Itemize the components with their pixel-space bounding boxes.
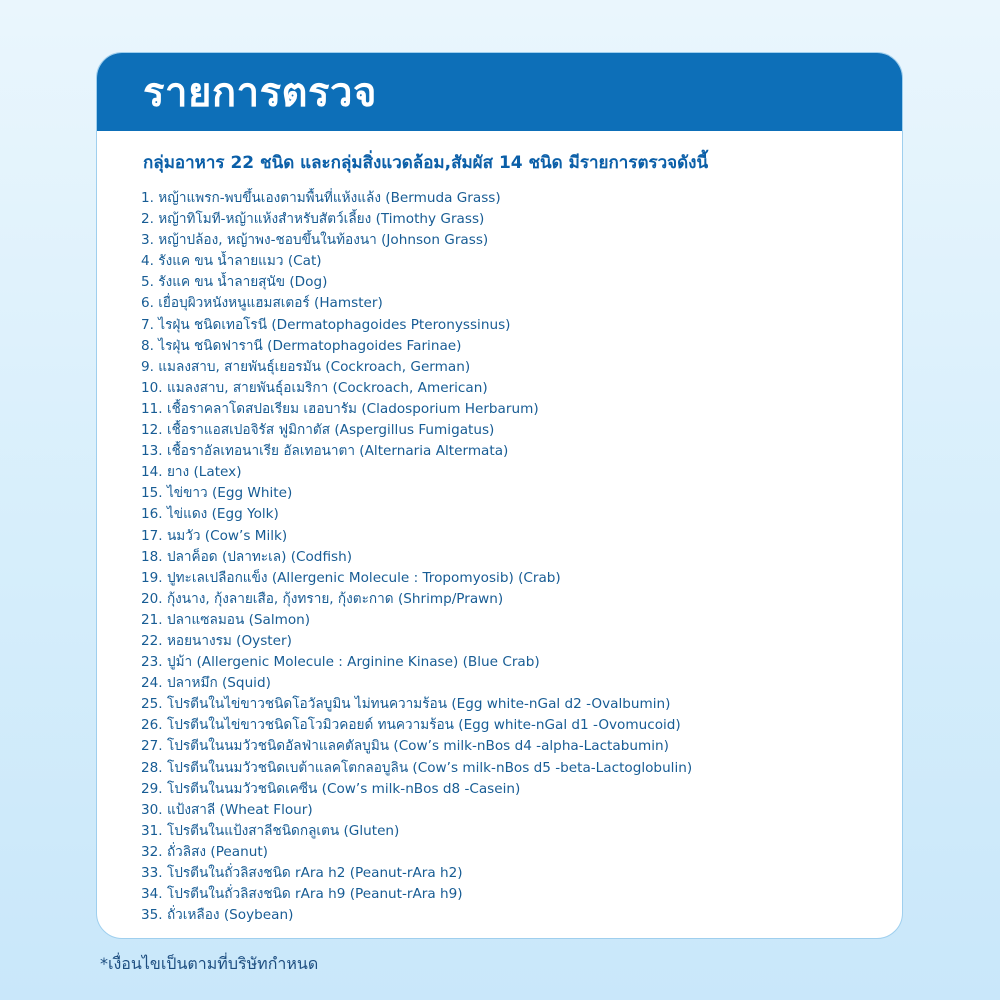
list-item: 14. ยาง (Latex)	[141, 464, 242, 481]
list-item: 27. โปรตีนในนมวัวชนิดอัลฟ่าแลคตัลบูมิน (Cow’s milk-nBos d4 -alpha-Lactabumin)	[141, 738, 669, 755]
list-item: 25. โปรตีนในไข่ขาวชนิดโอวัลบูมิน ไม่ทนความร้อน (Egg white-nGal d2 -Ovalbumin)	[141, 696, 671, 713]
card-title: รายการตรวจ	[143, 70, 377, 116]
list-item: 34. โปรตีนในถั่วลิสงชนิด rAra h9 (Peanut-rAra h9)	[141, 886, 463, 903]
list-item: 6. เยื่อบุผิวหนังหนูแฮมสเตอร์ (Hamster)	[141, 295, 383, 312]
card-header	[97, 53, 902, 131]
list-item: 20. กุ้งนาง, กุ้งลายเสือ, กุ้งทราย, กุ้งตะกาด (Shrimp/Prawn)	[141, 590, 504, 607]
test-list-card	[96, 52, 903, 939]
list-item: 35. ถั่วเหลือง (Soybean)	[141, 907, 294, 924]
list-item: 11. เชื้อราคลาโดสปอเรียม เฮอบารัม (Cladosporium Herbarum)	[141, 400, 539, 417]
list-item: 16. ไข่แดง (Egg Yolk)	[141, 506, 279, 523]
list-item: 18. ปลาค็อด (ปลาทะเล) (Codfish)	[141, 548, 353, 565]
list-item: 29. โปรตีนในนมวัวชนิดเคซีน (Cow’s milk-nBos d8 -Casein)	[141, 780, 521, 797]
list-item: 15. ไข่ขาว (Egg White)	[141, 485, 293, 502]
list-item: 17. นมวัว (Cow’s Milk)	[141, 527, 288, 544]
list-item: 19. ปูทะเลเปลือกแข็ง (Allergenic Molecule : Tropomyosib) (Crab)	[141, 569, 561, 586]
list-item: 3. หญ้าปล้อง, หญ้าพง-ชอบขึ้นในท้องนา (Johnson Grass)	[141, 232, 489, 249]
list-item: 7. ไรฝุ่น ชนิดเทอโรนี (Dermatophagoides Pteronyssinus)	[141, 316, 511, 333]
footnote: *เงื่อนไขเป็นตามที่บริษัทกำหนด	[100, 954, 319, 973]
list-item: 32. ถั่วลิสง (Peanut)	[141, 843, 268, 860]
list-item: 9. แมลงสาบ, สายพันธุ์เยอรมัน (Cockroach, German)	[141, 358, 471, 375]
list-item: 33. โปรตีนในถั่วลิสงชนิด rAra h2 (Peanut-rAra h2)	[141, 865, 463, 881]
list-item: 5. รังแค ขน น้ำลายสุนัข (Dog)	[141, 274, 328, 291]
list-item: 13. เชื้อราอัลเทอนาเรีย อัลเทอนาตา (Alternaria Altermata)	[141, 443, 509, 460]
list-item: 24. ปลาหมึก (Squid)	[141, 675, 271, 692]
list-item: 4. รังแค ขน น้ำลายแมว (Cat)	[141, 253, 322, 270]
list-item: 12. เชื้อราแอสเปอจิรัส ฟูมิกาตัส (Aspergillus Fumigatus)	[141, 422, 495, 439]
list-item: 22. หอยนางรม (Oyster)	[141, 632, 292, 649]
list-item: 8. ไรฝุ่น ชนิดฟารานี (Dermatophagoides Farinae)	[141, 337, 462, 354]
list-item: 21. ปลาแซลมอน (Salmon)	[141, 611, 311, 628]
list-item: 26. โปรตีนในไข่ขาวชนิดโอโวมิวคอยด์ ทนความร้อน (Egg white-nGal d1 -Ovomucoid)	[141, 717, 681, 734]
list-item: 10. แมลงสาบ, สายพันธุ์อเมริกา (Cockroach, American)	[141, 379, 488, 396]
list-item: 2. หญ้าทิโมที-หญ้าแห้งสำหรับสัตว์เลี้ยง (Timothy Grass)	[141, 211, 485, 228]
list-item: 28. โปรตีนในนมวัวชนิดเบต้าแลคโตกลอบูลิน (Cow’s milk-nBos d5 -beta-Lactoglobulin)	[141, 759, 693, 776]
test-list	[97, 188, 902, 926]
list-item: 30. แป้งสาลี (Wheat Flour)	[141, 801, 313, 818]
list-item: 31. โปรตีนในแป้งสาลีชนิดกลูเตน (Gluten)	[141, 822, 400, 839]
list-item: 1. หญ้าแพรก-พบขึ้นเองตามพื้นที่แห้งแล้ง (Bermuda Grass)	[141, 190, 501, 206]
card-subtitle: กลุ่มอาหาร 22 ชนิด และกลุ่มสิ่งแวดล้อม,สัมผัส 14 ชนิด มีรายการตรวจดังนี้	[143, 153, 709, 173]
list-item: 23. ปูม้า (Allergenic Molecule : Arginine Kinase) (Blue Crab)	[141, 654, 540, 671]
